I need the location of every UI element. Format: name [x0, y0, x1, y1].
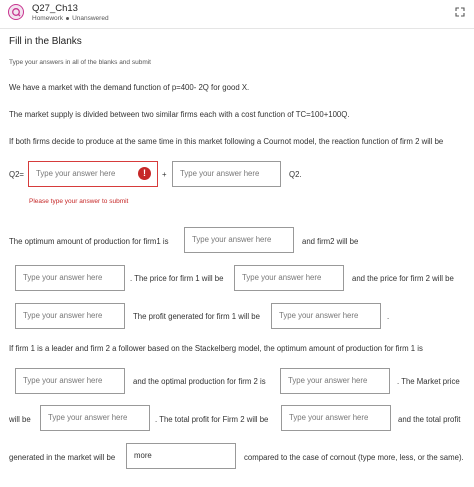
firm2-quantity-input[interactable]: Type your answer here: [15, 265, 125, 291]
error-message: Please type your answer to submit: [29, 198, 129, 205]
question-category: Homework: [32, 15, 64, 22]
and-total-profit-label: and the total profit: [398, 415, 461, 424]
price-firm1-label: . The price for firm 1 will be: [130, 274, 224, 283]
expand-icon[interactable]: [455, 7, 465, 17]
firm1-quantity-input[interactable]: Type your answer here: [184, 227, 294, 253]
leader-quantity-input[interactable]: Type your answer here: [15, 368, 125, 394]
firm1-price-input[interactable]: Type your answer here: [234, 265, 344, 291]
separator-dot: [66, 17, 69, 20]
total-profit-firm2-label: . The total profit for Firm 2 will be: [155, 415, 269, 424]
market-price-input[interactable]: Type your answer here: [40, 405, 150, 431]
market-price-label: . The Market price: [397, 377, 460, 386]
price-firm2-label: and the price for firm 2 will be: [352, 274, 454, 283]
and-firm2-label: and firm2 will be: [302, 237, 359, 246]
q2-intercept-input[interactable]: Type your answer here: [28, 161, 158, 187]
q2-label: Q2=: [9, 170, 24, 179]
chat-question-icon: [8, 4, 24, 20]
question-meta: [32, 15, 109, 22]
firm1-profit-input[interactable]: Type your answer here: [271, 303, 381, 329]
comparison-input[interactable]: more: [126, 443, 236, 469]
question-title: Q27_Ch13: [32, 3, 78, 14]
error-icon: !: [138, 167, 151, 180]
q2-suffix: Q2.: [289, 170, 302, 179]
cournot-text: If both firms decide to produce at the same time in this market following a Cournot model, the reaction function of firm 2 will be: [9, 137, 444, 146]
supply-text: The market supply is divided between two similar firms each with a cost function of TC=100+100Q.: [9, 110, 350, 119]
follower-quantity-input[interactable]: Type your answer here: [280, 368, 390, 394]
demand-text: We have a market with the demand function of p=400- 2Q for good X.: [9, 83, 250, 92]
will-be-label: will be: [9, 415, 31, 424]
generated-market-label: generated in the market will be: [9, 453, 116, 462]
firm2-profit-input[interactable]: Type your answer here: [281, 405, 391, 431]
section-title: Fill in the Blanks: [9, 36, 82, 47]
period-text: .: [387, 312, 390, 321]
firm2-price-input[interactable]: Type your answer here: [15, 303, 125, 329]
instructions: Type your answers in all of the blanks and submit: [9, 59, 151, 66]
q1-coefficient-input[interactable]: Type your answer here: [172, 161, 281, 187]
optimal-firm2-label: and the optimal production for firm 2 is: [133, 377, 266, 386]
plus-sign: +: [162, 170, 167, 179]
profit-firm1-label: The profit generated for firm 1 will be: [133, 312, 260, 321]
question-status: Unanswered: [72, 15, 109, 22]
question-header: [0, 0, 474, 28]
optimum-firm1-label: The optimum amount of production for firm1 is: [9, 237, 169, 246]
stackelberg-text: If firm 1 is a leader and firm 2 a follower based on the Stackelberg model, the optimum amount of production for firm 1 is: [9, 344, 423, 353]
comparison-label: compared to the case of cornout (type more, less, or the same).: [244, 453, 464, 462]
